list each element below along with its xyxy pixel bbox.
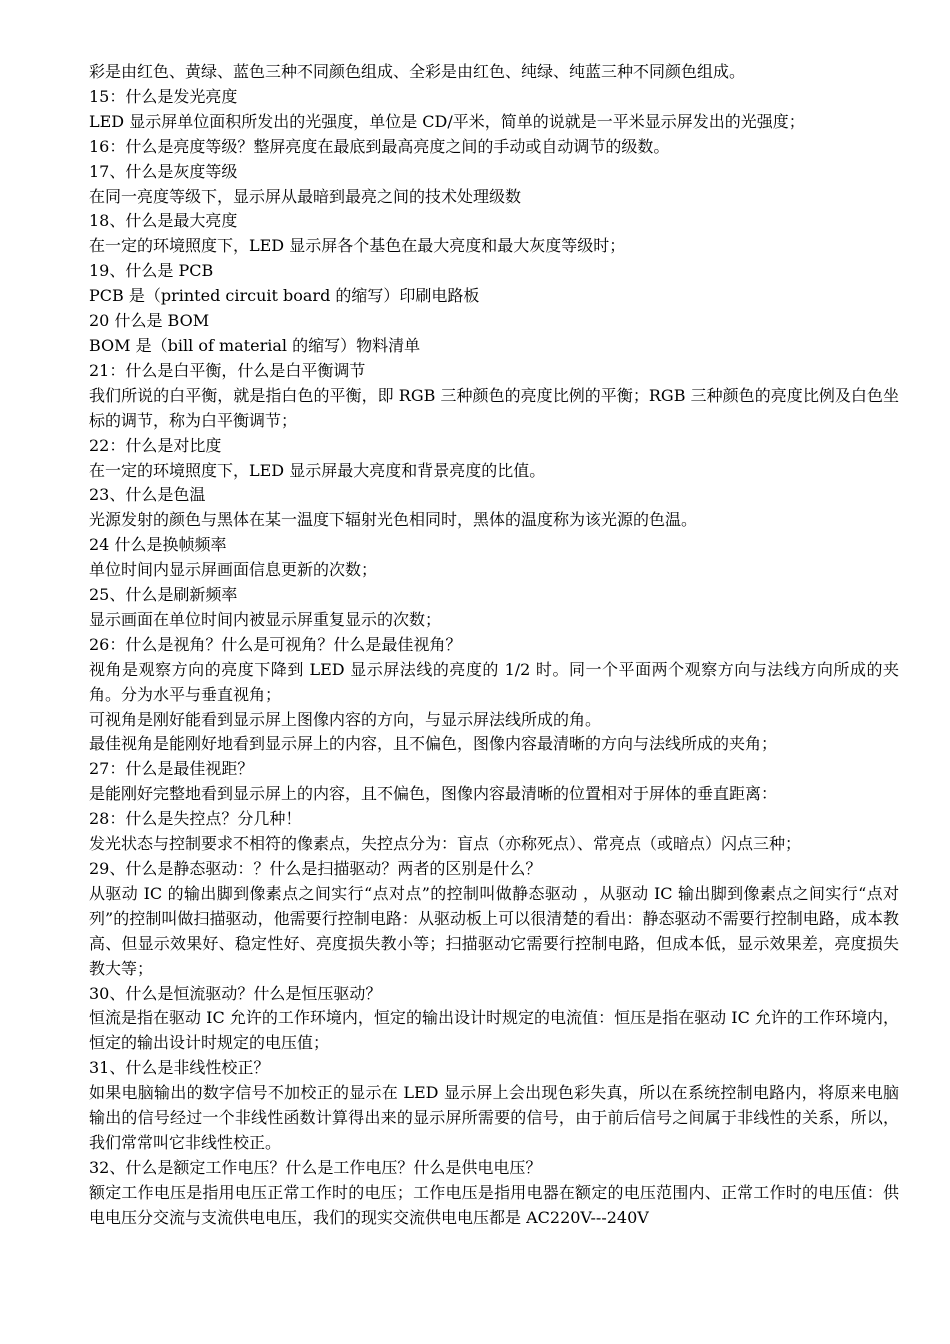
question-heading: 27：什么是最佳视距？ [89, 759, 254, 779]
question-heading: 28：什么是失控点？分几种！ [89, 809, 302, 829]
question-heading: 26：什么是视角？什么是可视角？什么是最佳视角？ [89, 634, 462, 654]
text-line: BOM 是（bill of material 的缩写）物料清单 [89, 335, 421, 355]
question-heading: 32、什么是额定工作电压？什么是工作电压？什么是供电电压？ [89, 1157, 542, 1177]
text-line: 视角是观察方向的亮度下降到 LED 显示屏法线的亮度的 1/2 时。同一个平面两个观察方向与法线方向所成的夹角。分为水平与垂直视角； [89, 659, 899, 704]
question-heading: 24 什么是换帧频率 [89, 535, 227, 555]
question-heading: 21：什么是白平衡，什么是白平衡调节 [89, 360, 366, 380]
text-line: 恒流是指在驱动 IC 允许的工作环境内，恒定的输出设计时规定的电流值：恒压是指在驱动 IC 允许的工作环境内，恒定的输出设计时规定的电压值； [89, 1008, 899, 1053]
text-line: 在一定的环境照度下，LED 显示屏最大亮度和背景亮度的比值。 [89, 460, 546, 480]
text-line: 最佳视角是能刚好地看到显示屏上的内容，且不偏色，图像内容最清晰的方向与法线所成的夹角； [89, 734, 778, 754]
text-line: LED 显示屏单位面积所发出的光强度，单位是 CD/平米，简单的说就是一平米显示屏发出的光强度； [89, 111, 805, 131]
question-heading: 17、什么是灰度等级 [89, 161, 238, 181]
text-line: 光源发射的颜色与黑体在某一温度下辐射光色相同时，黑体的温度称为该光源的色温。 [89, 510, 698, 530]
text-line: 从驱动 IC 的输出脚到像素点之间实行“点对点”的控制叫做静态驱动 ，从驱动 IC 输出脚到像素点之间实行“点对列”的控制叫做扫描驱动，他需要行控制电路：从驱动板上可以很清楚的看出：静态驱动不需要行控制电路，成本教高、但显示效果好、稳定性好、亮度损失教小等；扫描驱动它需要行控制电路，但成本低，显示效果差，亮度损失教大等； [89, 883, 899, 978]
document-body [89, 60, 899, 1231]
text-line: 单位时间内显示屏画面信息更新的次数； [89, 560, 378, 580]
text-line: 可视角是刚好能看到显示屏上图像内容的方向，与显示屏法线所成的角。 [89, 709, 602, 729]
question-heading: 31、什么是非线性校正？ [89, 1058, 270, 1078]
question-heading: 30、什么是恒流驱动？什么是恒压驱动？ [89, 983, 382, 1003]
text-line: 彩是由红色、黄绿、蓝色三种不同颜色组成、全彩是由红色、纯绿、纯蓝三种不同颜色组成。 [89, 62, 746, 81]
question-heading: 29、什么是静态驱动：？什么是扫描驱动？两者的区别是什么？ [89, 859, 542, 878]
text-line: 我们所说的白平衡，就是指白色的平衡，即 RGB 三种颜色的亮度比例的平衡；RGB 三种颜色的亮度比例及白色坐标的调节，称为白平衡调节； [89, 385, 899, 430]
text-line: 显示画面在单位时间内被显示屏重复显示的次数； [89, 609, 442, 629]
question-heading: 20 什么是 BOM [89, 311, 210, 331]
question-heading: 23、什么是色温 [89, 485, 206, 505]
text-line: 如果电脑输出的数字信号不加校正的显示在 LED 显示屏上会出现色彩失真，所以在系统控制电路内，将原来电脑输出的信号经过一个非线性函数计算得出来的显示屏所需要的信号，由于前后信号之间属于非线性的关系，所以，我们常常叫它非线性校正。 [89, 1083, 899, 1152]
text-line: PCB 是（printed circuit board 的缩写）印刷电路板 [89, 286, 480, 306]
question-heading: 16：什么是亮度等级？整屏亮度在最底到最高亮度之间的手动或自动调节的级数。 [89, 136, 670, 156]
question-heading: 25、什么是刷新频率 [89, 585, 238, 605]
text-line: 是能刚好完整地看到显示屏上的内容，且不偏色，图像内容最清晰的位置相对于屏体的垂直距离： [89, 784, 778, 804]
text-line: 发光状态与控制要求不相符的像素点，失控点分为：盲点（亦称死点）、常亮点（或暗点）闪点三种； [89, 834, 802, 854]
question-heading: 15：什么是发光亮度 [89, 86, 238, 106]
question-heading: 18、什么是最大亮度 [89, 211, 238, 231]
text-line: 在同一亮度等级下，显示屏从最暗到最亮之间的技术处理级数 [89, 186, 522, 206]
question-heading: 22：什么是对比度 [89, 435, 222, 455]
question-heading: 19、什么是 PCB [89, 261, 214, 281]
text-line: 在一定的环境照度下，LED 显示屏各个基色在最大亮度和最大灰度等级时； [89, 236, 626, 256]
text-line: 额定工作电压是指用电压正常工作时的电压；工作电压是指用电器在额定的电压范围内、正常工作时的电压值：供电电压分交流与支流供电电压，我们的现实交流供电电压都是 AC220V---240V [89, 1182, 899, 1227]
